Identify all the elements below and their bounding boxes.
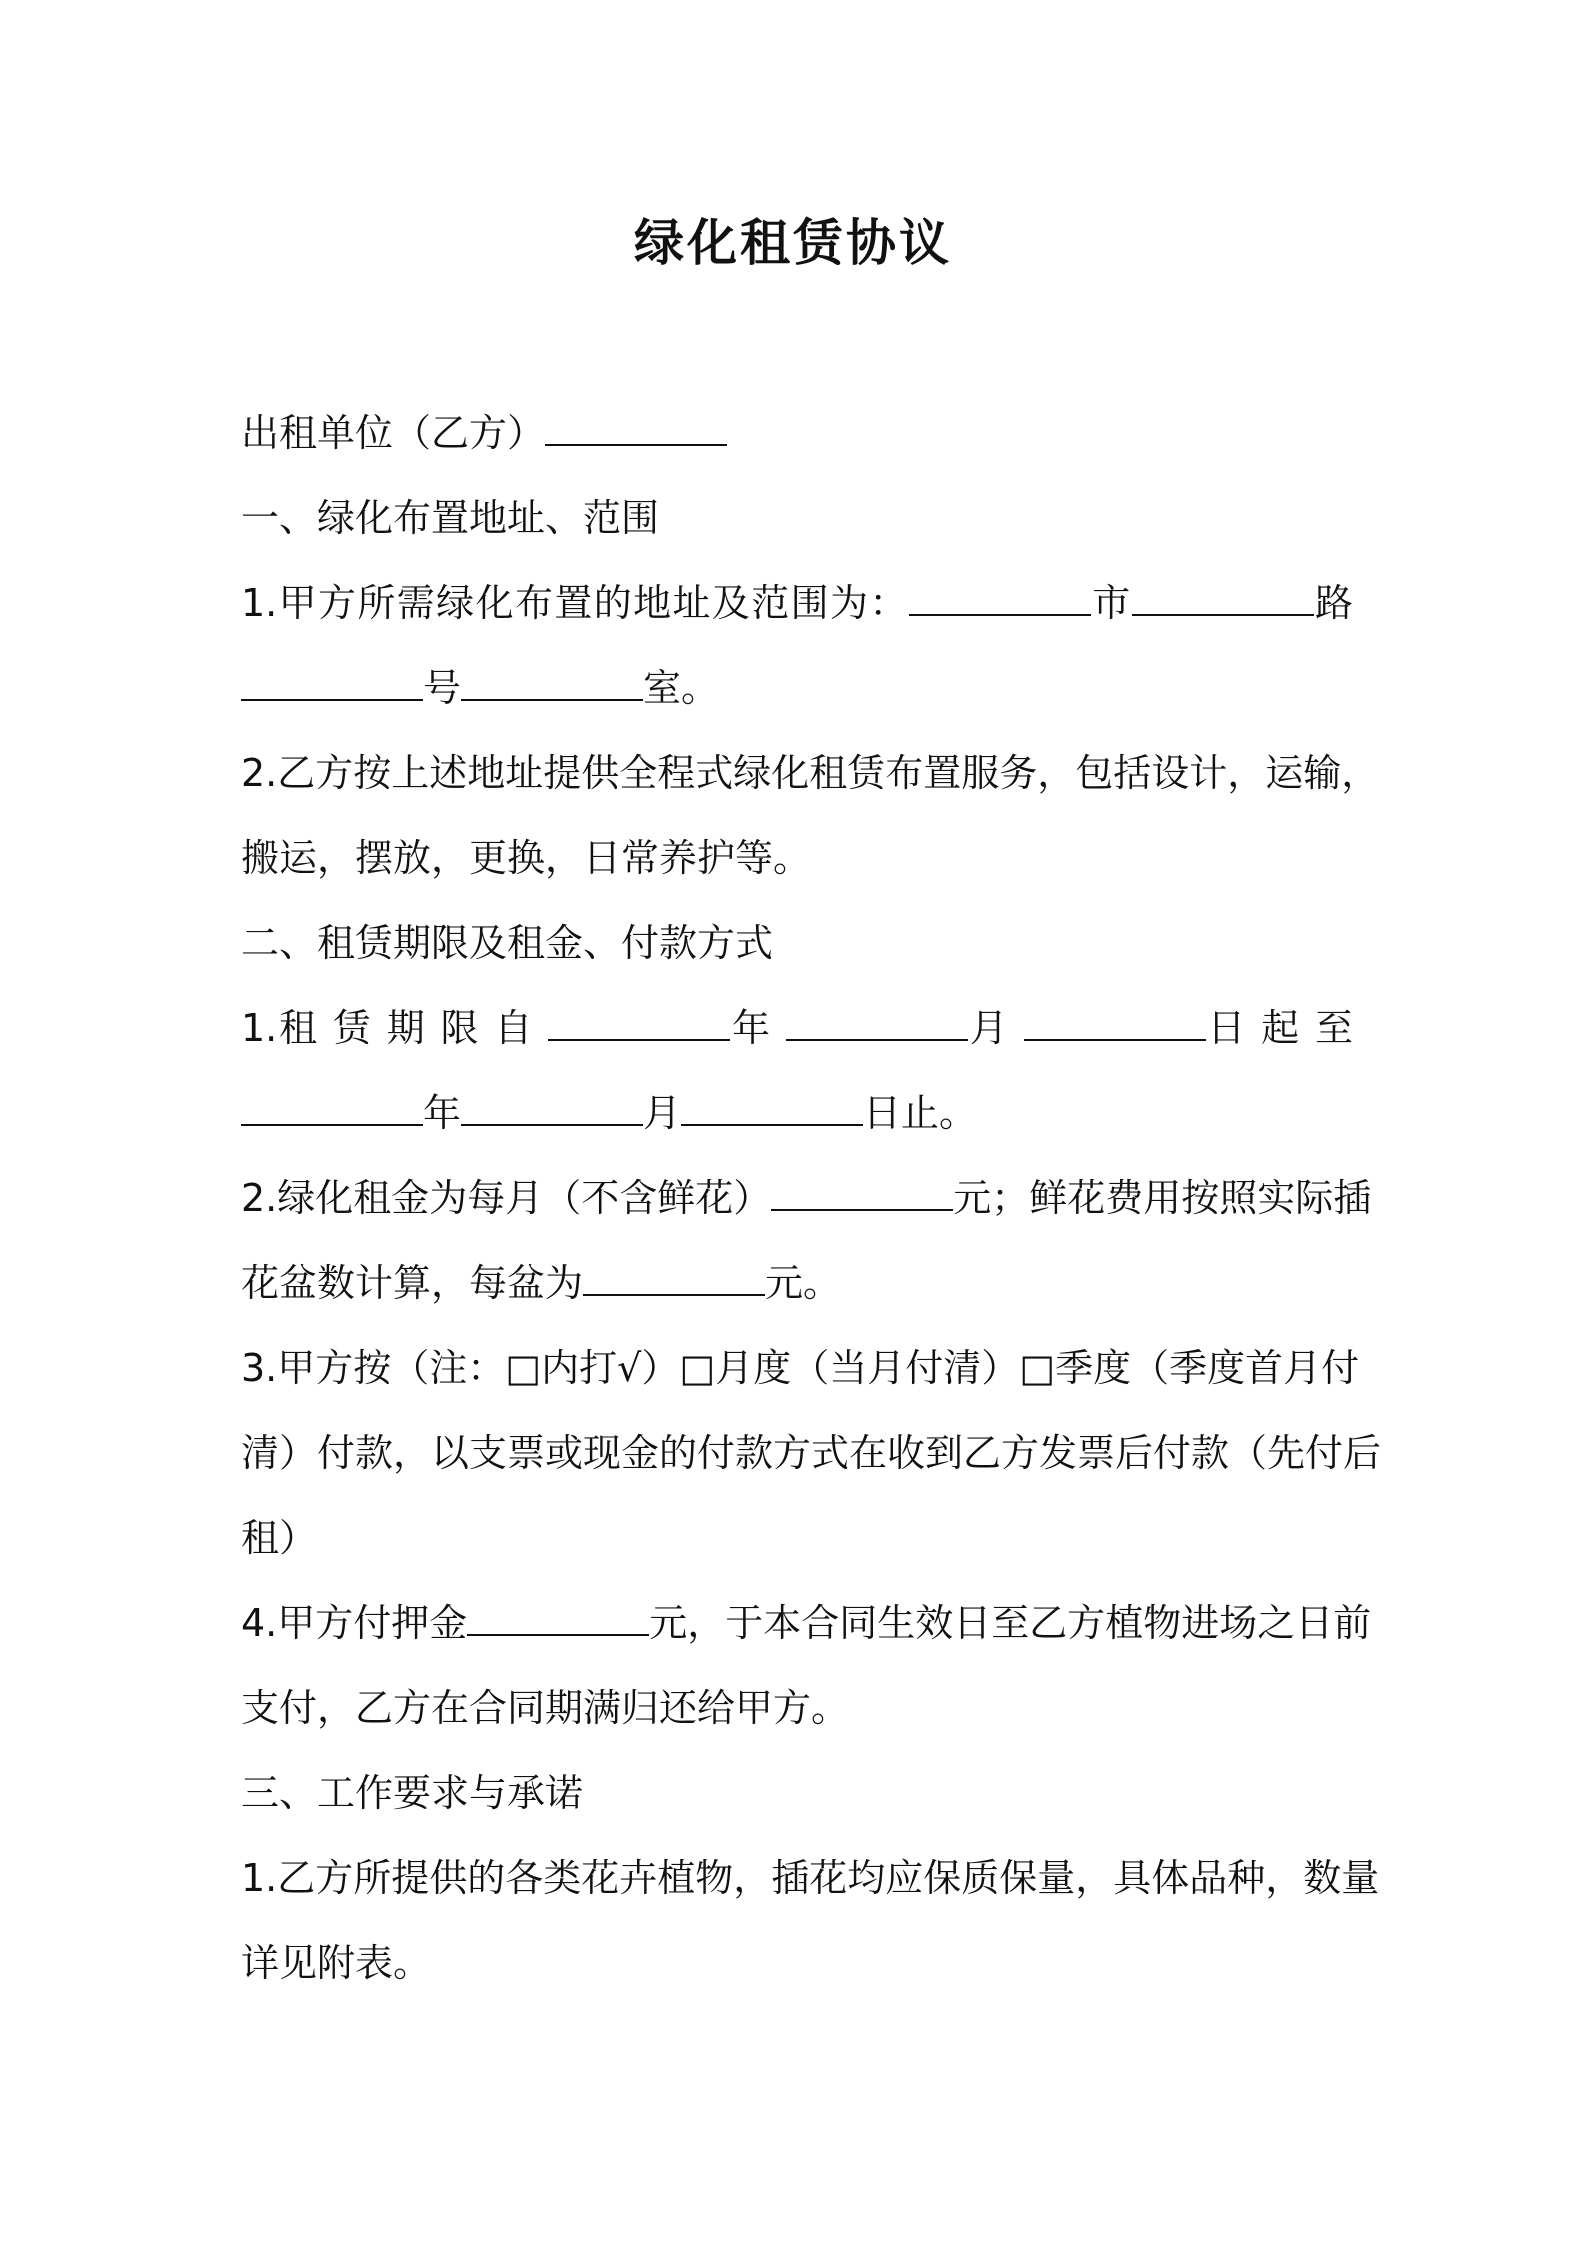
section-heading-2: 二、租赁期限及租金、付款方式 [241, 921, 774, 965]
clause-3-1-line-1: 1.乙方所提供的各类花卉植物，插花均应保质保量，具体品种，数量 [241, 1856, 1380, 1900]
monthly-rent-blank[interactable] [771, 1181, 953, 1211]
start-day-blank[interactable] [1024, 1011, 1206, 1041]
end-day-blank[interactable] [681, 1096, 863, 1126]
start-month-blank[interactable] [786, 1011, 968, 1041]
clause-1-1-line-2: 号 室。 [241, 660, 1353, 716]
deposit-blank[interactable] [467, 1606, 649, 1636]
start-year-blank[interactable] [548, 1011, 730, 1041]
end-month-blank[interactable] [461, 1096, 643, 1126]
section-heading-3: 三、工作要求与承诺 [241, 1771, 584, 1815]
room-blank[interactable] [461, 671, 643, 701]
clause-2-3-line-2: 清）付款，以支票或现金的付款方式在收到乙方发票后付款（先付后 [241, 1431, 1382, 1475]
lessor-blank[interactable] [545, 416, 727, 446]
clause-2-1-line-1: 1.租 赁 期 限 自 年 月 日 起 至 [241, 1006, 1353, 1050]
city-blank[interactable] [909, 586, 1091, 616]
clause-2-2-line-1: 2.绿化租金为每月（不含鲜花） 元；鲜花费用按照实际插 [241, 1176, 1372, 1220]
clause-1-1-line-1: 1.甲方所需绿化布置的地址及范围为： 市 路 [241, 581, 1353, 625]
clause-2-4-line-2: 支付，乙方在合同期满归还给甲方。 [241, 1686, 850, 1730]
clause-2-1-line-2: 年 月 日止。 [241, 1085, 1353, 1141]
clause-2-2-line-2: 花盆数计算，每盆为 元。 [241, 1261, 842, 1305]
clause-2-3-line-3: 租） [241, 1516, 318, 1560]
clause-2-3-line-1: 3.甲方按（注：□内打√）□月度（当月付清）□季度（季度首月付 [241, 1346, 1360, 1390]
road-blank[interactable] [1132, 586, 1314, 616]
number-blank[interactable] [241, 671, 423, 701]
clause-1-2-line-1: 2.乙方按上述地址提供全程式绿化租赁布置服务，包括设计，运输， [241, 751, 1380, 795]
per-pot-price-blank[interactable] [583, 1266, 765, 1296]
lessor-line: 出租单位（乙方） [241, 405, 1353, 461]
clause-1-2-line-2: 搬运，摆放，更换，日常养护等。 [241, 836, 812, 880]
clause-3-1-line-2: 详见附表。 [241, 1941, 432, 1985]
document-title: 绿化租赁协议 [634, 214, 952, 272]
section-heading-1: 一、绿化布置地址、范围 [241, 496, 660, 540]
clause-2-4-line-1: 4.甲方付押金 元，于本合同生效日至乙方植物进场之日前 [241, 1601, 1372, 1645]
end-year-blank[interactable] [241, 1096, 423, 1126]
